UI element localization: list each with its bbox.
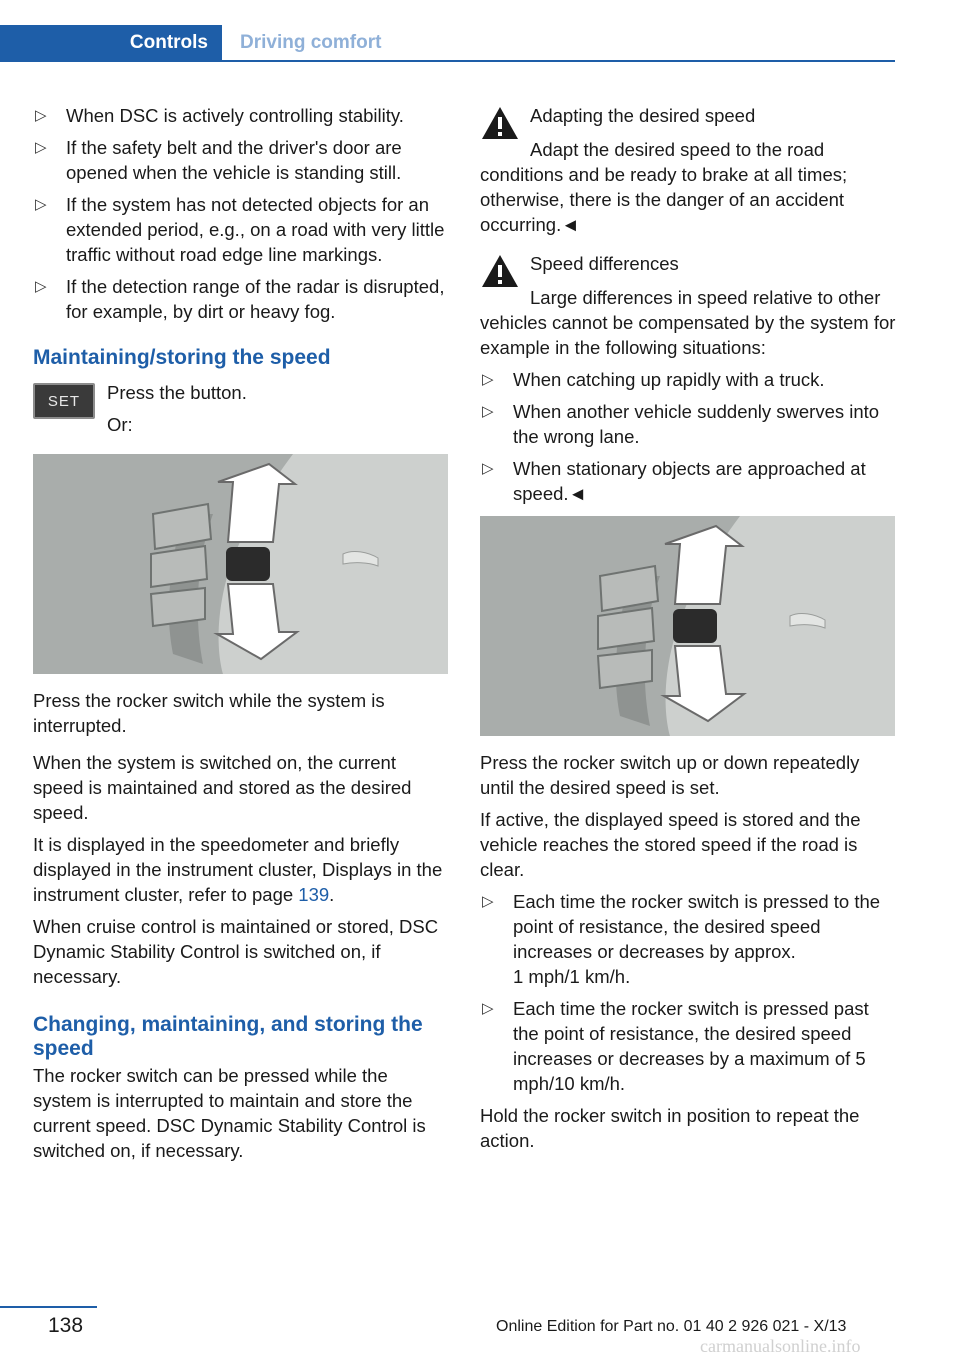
steering-wheel-rocker-switch-figure [480, 516, 895, 736]
warning-triangle-icon [480, 253, 520, 289]
set-button-icon: SET [33, 383, 95, 419]
bullet-triangle-icon: ▷ [482, 893, 494, 910]
warning-body: Adapt the desired speed to the road conditions and be ready to brake at all times; otherwise, there is the danger of an accident occurring.◄ [480, 139, 848, 235]
list-item-text [513, 889, 896, 989]
page-header [0, 25, 895, 61]
steering-wheel-rocker-switch-figure [33, 454, 448, 674]
list-item: ▷ If the detection range of the radar is disrupted, for example, by dirt or heavy fog. [35, 276, 445, 322]
paragraph-text-end: . [329, 884, 335, 905]
list-item: ▷ When stationary objects are approached at speed.◄ [482, 458, 866, 504]
paragraph: If active, the displayed speed is stored and the vehicle reaches the stored speed if the road is clear. [480, 809, 861, 880]
watermark: carmanualsonline.info [700, 1336, 861, 1356]
paragraph: When cruise control is maintained or stored, DSC Dynamic Stability Control is switched on, if necessary. [33, 916, 439, 987]
section-tab-driving-comfort: Driving comfort [240, 32, 382, 53]
paragraph-with-page-ref [33, 832, 448, 907]
warning-triangle-icon [480, 105, 520, 141]
warning-title: Speed differences [530, 253, 679, 274]
list-item: ▷ Each time the rocker switch is pressed past the point of resistance, the desired speed increases or decreases by a maximum of 5 mph/10 km/h. [482, 998, 869, 1094]
right-column [480, 103, 896, 1160]
paragraph: Hold the rocker switch in position to repeat the action. [480, 1105, 860, 1151]
heading-maintaining-storing: Maintaining/storing the speed [33, 346, 331, 369]
list-item: ▷ When another vehicle suddenly swerves into the wrong lane. [482, 401, 880, 447]
list-item-text-part: 1 mph/1 km/h. [513, 966, 631, 987]
page-reference-link[interactable]: 139 [298, 884, 330, 905]
bullet-triangle-icon: ▷ [35, 107, 47, 124]
bullet-triangle-icon: ▷ [482, 371, 494, 388]
list-item [480, 889, 896, 989]
list-item: ▷ When DSC is actively controlling stability. [35, 105, 404, 126]
warning-title: Adapting the desired speed [530, 105, 756, 126]
warning-body: Large differences in speed relative to other vehicles cannot be compensated by the system for example in the following situations: [480, 287, 896, 358]
warning-speed-differences [480, 251, 896, 506]
bullet-triangle-icon: ▷ [482, 460, 494, 477]
press-button-text: Press the button. [107, 382, 247, 403]
warning-header [480, 103, 896, 141]
paragraph: The rocker switch can be pressed while the system is interrupted to maintain and store the current speed. DSC Dynamic Stability Control is switched on, if necessary. [33, 1065, 426, 1161]
paragraph: When the system is switched on, the current speed is maintained and stored as the desired speed. [33, 752, 412, 823]
page-number: 138 [48, 1314, 84, 1337]
bullet-triangle-icon: ▷ [35, 278, 47, 295]
edition-note: Online Edition for Part no. 01 40 2 926 021 - X/13 [496, 1318, 847, 1335]
bullet-triangle-icon: ▷ [35, 139, 47, 156]
warning-adapting-speed [480, 103, 896, 237]
list-item: ▷ If the system has not detected objects for an extended period, e.g., on a road with very little traffic without road edge line markings. [35, 194, 445, 265]
list-item: ▷ If the safety belt and the driver's door are opened when the vehicle is standing still. [35, 137, 402, 183]
bullet-triangle-icon: ▷ [482, 403, 494, 420]
footer-rule [0, 1306, 97, 1308]
paragraph: Press the rocker switch while the system is interrupted. [33, 690, 385, 736]
paragraph: Press the rocker switch up or down repeatedly until the desired speed is set. [480, 752, 860, 798]
paragraph-text: It is displayed in the speedometer and briefly displayed in the instrument cluster, Displays in the instrument cluster, refer to page [33, 834, 443, 905]
bullet-triangle-icon: ▷ [482, 1000, 494, 1017]
list-item: ▷ When catching up rapidly with a truck. [482, 369, 825, 390]
header-rule [0, 60, 895, 62]
bullet-triangle-icon: ▷ [35, 196, 47, 213]
or-text: Or: [107, 414, 133, 435]
left-column [33, 103, 448, 1170]
heading-changing-maintaining-storing: Changing, maintaining, and storing the speed [33, 1013, 423, 1060]
set-button-instruction [33, 380, 448, 444]
warning-header [480, 251, 896, 289]
section-tab-controls: Controls [0, 25, 222, 61]
list-item-text-part: Each time the rocker switch is pressed to the point of resistance, the desired speed increases or decreases by approx. [513, 891, 881, 962]
